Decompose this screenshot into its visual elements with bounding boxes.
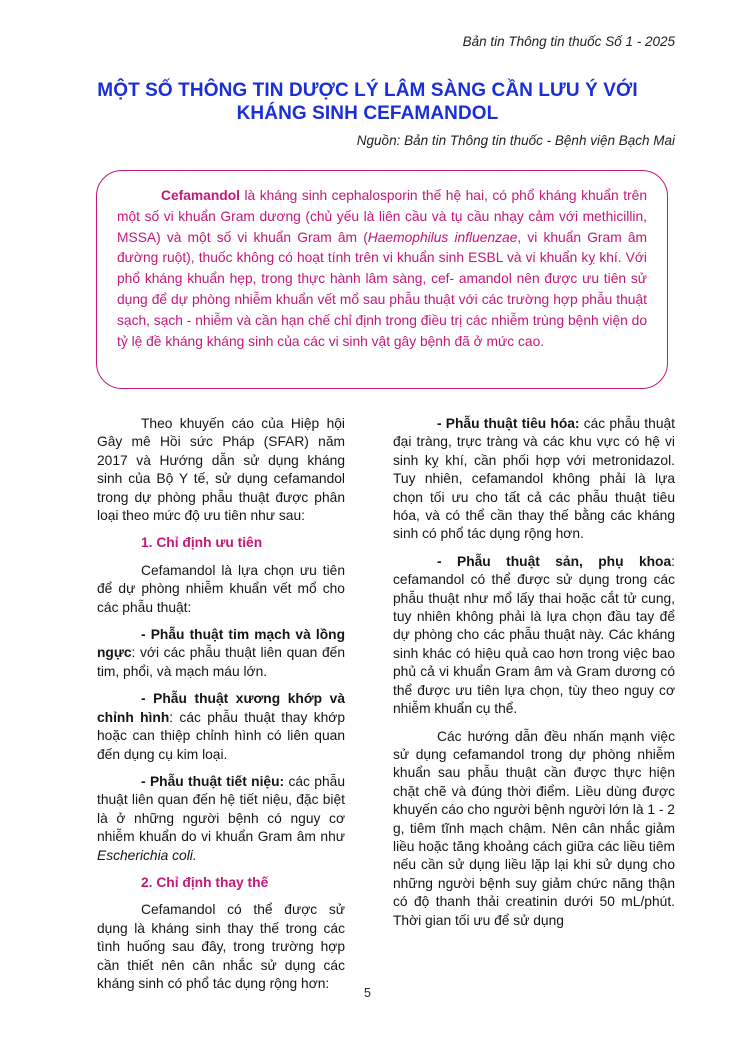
list-item-ortho [97, 690, 345, 764]
article-title [60, 79, 675, 125]
title-line-1: MỘT SỐ THÔNG TIN DƯỢC LÝ LÂM SÀNG CẦN LƯU Ý VỚI [97, 80, 638, 101]
article-source: Nguồn: Bản tin Thông tin thuốc - Bệnh viện Bạch Mai [356, 133, 675, 148]
list-item-digestive-text: các phẫu thuật đại tràng, trực tràng và các khu vực có hệ vi sinh kỵ khí, cần phối hợp với metronidazol. Tuy nhiên, cefamandol không phải là lựa chọn tối ưu cho tất cả các phẫu thuật tiêu hóa, và có thể cần thay thế bằng các kháng sinh có phổ tác dụng rộng hơn. [393, 416, 675, 542]
guidelines-paragraph: Các hướng dẫn đều nhấn mạnh việc sử dụng cefamandol trong dự phòng nhiễm khuẩn sau phẫu thuật cần được thực hiện chặt chẽ và đúng thời điểm. Liều dùng được khuyến cáo cho người bệnh người lớn là 1 - 2 g, tiêm tĩnh mạch chậm. Nên cân nhắc giảm liều hoặc tăng khoảng cách giữa các liều tiêm nếu cần sử dụng liều lặp lại khi sử dụng cho những người bệnh suy giảm chức năng thận có độ thanh thải creatinin dưới 50 mL/phút. Thời gian tối ưu để sử dụng [393, 728, 675, 928]
abstract-box [96, 170, 668, 389]
list-item-urology [97, 773, 345, 865]
list-item-obstetric [393, 553, 675, 719]
list-item-urology-italic: Escherichia coli. [97, 847, 197, 863]
alternative-paragraph: Cefamandol có thể được sử dụng là kháng sinh thay thế trong các tình huống sau đây, trong trường hợp cần thiết nên cân nhắc sử dụng các kháng sinh có phổ tác dụng rộng hơn: [97, 902, 345, 991]
abstract-keyword: Cefamandol [161, 188, 240, 203]
list-item-ortho-title: - Phẫu thuật xương khớp và chỉnh hình [97, 691, 345, 725]
intro-paragraph: Theo khuyến cáo của Hiệp hội Gây mê Hồi sức Pháp (SFAR) năm 2017 và Hướng dẫn sử dụng kháng sinh của Bộ Y tế, sử dụng cefamandol trong dự phòng phẫu thuật được phân loại theo mức độ ưu tiên như sau: [97, 416, 345, 524]
section-heading-priority: 1. Chỉ định ưu tiên [141, 535, 263, 551]
list-item-digestive [393, 415, 675, 544]
abstract-paragraph [117, 186, 647, 352]
list-item-cardio [97, 626, 345, 681]
abstract-text-1: là kháng sinh cephalosporin thế hệ hai, có phổ kháng khuẩn trên một số vi khuẩn Gram dương (chủ yếu là liên cầu và tụ cầu nhạy cảm với methicillin, MSSA) và một số vi khuẩn Gram âm ( [117, 188, 647, 245]
list-item-obstetric-title: - Phẫu thuật sản, phụ khoa [437, 553, 672, 569]
left-column [97, 415, 345, 1002]
list-item-urology-title: - Phẫu thuật tiết niệu: [141, 773, 285, 789]
abstract-italic-term: Haemophilus influenzae [367, 229, 518, 245]
priority-paragraph: Cefamandol là lựa chọn ưu tiên để dự phòng nhiễm khuẩn vết mổ cho các phẫu thuật: [97, 562, 345, 615]
title-line-2: KHÁNG SINH CEFAMANDOL [236, 103, 499, 124]
list-item-digestive-title: - Phẫu thuật tiêu hóa: [437, 416, 580, 431]
list-item-obstetric-text: : cefamandol có thể được sử dụng trong các phẫu thuật như mổ lấy thai hoặc cắt tử cung, tuy nhiên không phải là lựa chọn đầu tay để dự phòng cho các phẫu thuật này. Các kháng sinh khác có hiệu quả cao hơn trong việc bao phủ cả vi khuẩn Gram âm và Gram dương có thể được ưu tiên lựa chọn, tùy theo nguy cơ nhiễm khuẩn cụ thể. [393, 553, 675, 717]
list-item-cardio-text: : với các phẫu thuật liên quan đến tim, phổi, và mạch máu lớn. [97, 645, 345, 679]
page-number: 5 [364, 986, 371, 1000]
newsletter-header: Bản tin Thông tin thuốc Số 1 - 2025 [462, 34, 675, 49]
list-item-cardio-title: - Phẫu thuật tim mạch và lồng ngực [97, 627, 345, 661]
list-item-ortho-text: : các phẫu thuật thay khớp hoặc can thiệp chỉnh hình có liên quan đến dụng cụ kim loại. [97, 709, 345, 762]
list-item-urology-text: các phẫu thuật liên quan đến hệ tiết niệu, đặc biệt là ở những người bệnh có nguy cơ nhiễm khuẩn do vi khuẩn Gram âm như [97, 773, 345, 845]
right-column [393, 415, 675, 939]
abstract-text-2: , vi khuẩn Gram âm đường ruột), thuốc không có hoạt tính trên vi khuẩn sinh ESBL và vi khuẩn kỵ khí. Với phổ kháng khuẩn hẹp, trong thực hành lâm sàng, cef- amandol nên được ưu tiên sử dụng để dự phòng nhiễm khuẩn vết mổ sau phẫu thuật với các trường hợp phẫu thuật sạch, sạch - nhiễm và cần hạn chế chỉ định trong điều trị các nhiễm trùng bệnh viện do tỷ lệ đề kháng kháng sinh của các vi sinh vật gây bệnh đã ở mức cao. [117, 229, 647, 349]
section-heading-alternative: 2. Chỉ định thay thế [141, 874, 269, 890]
